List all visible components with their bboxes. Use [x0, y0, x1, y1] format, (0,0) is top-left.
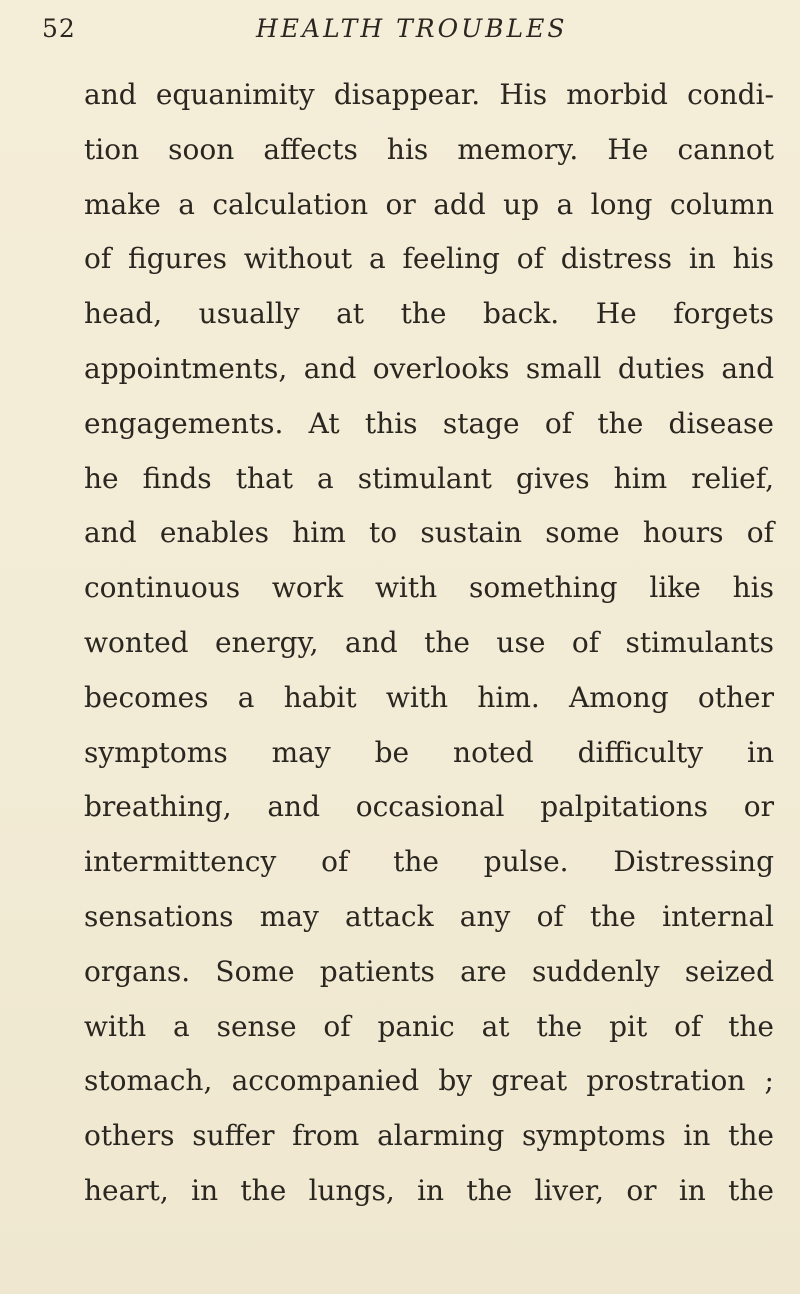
text-line: make a calculation or add up a long column [84, 187, 774, 221]
text-line: heart, in the lungs, in the liver, or in the [84, 1173, 774, 1207]
text-line: becomes a habit with him. Among other [84, 680, 774, 714]
text-line: intermittency of the pulse. Distressing [84, 845, 774, 879]
text-line: he finds that a stimulant gives him relief, [84, 461, 774, 495]
text-line: breathing, and occasional palpitations or [84, 790, 774, 824]
text-line: of figures without a feeling of distress in his [84, 242, 774, 276]
body-text [84, 68, 774, 1219]
text-line: tion soon affects his memory. He cannot [84, 132, 774, 166]
page-header [0, 14, 800, 54]
text-line: symptoms may be noted difficulty in [84, 735, 774, 769]
text-line: and enables him to sustain some hours of [84, 516, 774, 550]
running-head: HEALTH TROUBLES [256, 14, 568, 43]
text-line: organs. Some patients are suddenly seized [84, 954, 774, 988]
text-line: appointments, and overlooks small duties and [84, 351, 774, 385]
text-line: with a sense of panic at the pit of the [84, 1009, 774, 1043]
text-line: head, usually at the back. He forgets [84, 297, 774, 331]
text-line: stomach, accompanied by great prostration ; [84, 1064, 774, 1098]
page-number: 52 [42, 14, 76, 43]
text-line: others suffer from alarming symptoms in the [84, 1119, 774, 1153]
text-line: continuous work with something like his [84, 571, 774, 605]
text-line: sensations may attack any of the internal [84, 899, 774, 933]
text-line: and equanimity disappear. His morbid condi- [84, 78, 774, 111]
text-line: wonted energy, and the use of stimulants [84, 625, 774, 659]
text-line: engagements. At this stage of the disease [84, 406, 774, 440]
